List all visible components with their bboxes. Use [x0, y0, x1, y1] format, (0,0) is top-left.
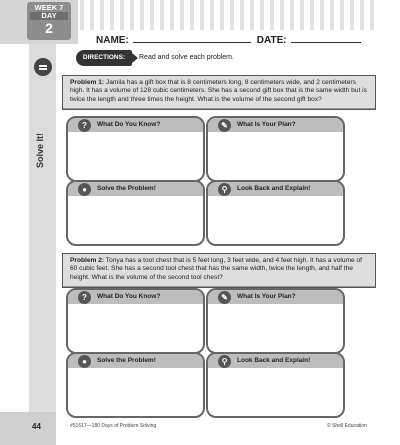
problem-1-title: Problem 1: [70, 79, 105, 86]
know-box-2[interactable] [66, 288, 205, 354]
name-date-row [96, 34, 361, 46]
box-label: Look Back and Explain! [237, 356, 311, 364]
box-label: What Is Your Plan? [237, 292, 296, 300]
solve-box-1[interactable] [66, 180, 205, 246]
day-number: 2 [45, 20, 53, 36]
box-label: What Do You Know? [97, 292, 161, 300]
date-label: DATE: [256, 35, 287, 46]
know-box-1[interactable] [66, 116, 205, 182]
explain-box-1[interactable] [206, 180, 345, 246]
problem-2-body: Tonya has a tool chest that is 5 feet long, 3 feet wide, and 4 feet high. It has a volume of 60 cubic feet. She has a second tool chest that has the same width, twice the length, and half the height. What is the volume of the second tool chest? [70, 257, 363, 281]
magnifier-icon: ⚲ [218, 183, 231, 196]
question-icon: ? [78, 291, 91, 304]
problem-1-body: Jamila has a gift box that is 8 centimeters long, 8 centimeters wide, and 2 centimeters high. It has a volume of 128 cubic centimeters. She has a second gift box that is the same width but is twice the length and three times the height. What is the volume of the second gift box? [70, 79, 367, 103]
explain-box-2[interactable] [206, 352, 345, 418]
box-label: Look Back and Explain! [237, 184, 311, 192]
header-stripes [80, 0, 380, 30]
strip-bottom [0, 412, 56, 445]
week-label: WEEK 7 [34, 3, 64, 12]
plan-box-1[interactable] [206, 116, 345, 182]
pencil-icon: ✎ [218, 119, 231, 132]
lightbulb-icon: ● [78, 355, 91, 368]
problem-2-text-box [62, 253, 376, 288]
pencil-icon: ✎ [218, 291, 231, 304]
footer-title: #51617—180 Days of Problem Solving [70, 423, 157, 429]
footer-copyright: © Shell Education [327, 423, 367, 429]
box-label: What Do You Know? [97, 120, 161, 128]
name-field[interactable] [133, 34, 251, 43]
section-label: Solve It! [35, 132, 45, 168]
list-icon [34, 58, 52, 76]
week-day-badge [27, 2, 71, 40]
question-icon: ? [78, 119, 91, 132]
solve-box-2[interactable] [66, 352, 205, 418]
box-label: What Is Your Plan? [237, 120, 296, 128]
lightbulb-icon: ● [78, 183, 91, 196]
date-field[interactable] [291, 34, 361, 43]
problem-1-text-box [62, 75, 376, 110]
box-label: Solve the Problem! [97, 184, 156, 192]
page-number: 44 [32, 422, 41, 431]
problem-1-statement [63, 76, 375, 109]
problem-2-title: Problem 2: [70, 257, 105, 264]
directions-badge: DIRECTIONS: [76, 50, 132, 66]
plan-box-2[interactable] [206, 288, 345, 354]
magnifier-icon: ⚲ [218, 355, 231, 368]
problem-2-statement [63, 254, 375, 287]
box-label: Solve the Problem! [97, 356, 156, 364]
day-label: DAY [30, 12, 68, 20]
strip-bar [29, 44, 56, 412]
name-label: NAME: [96, 35, 129, 46]
directions-text: Read and solve each problem. [139, 54, 234, 61]
